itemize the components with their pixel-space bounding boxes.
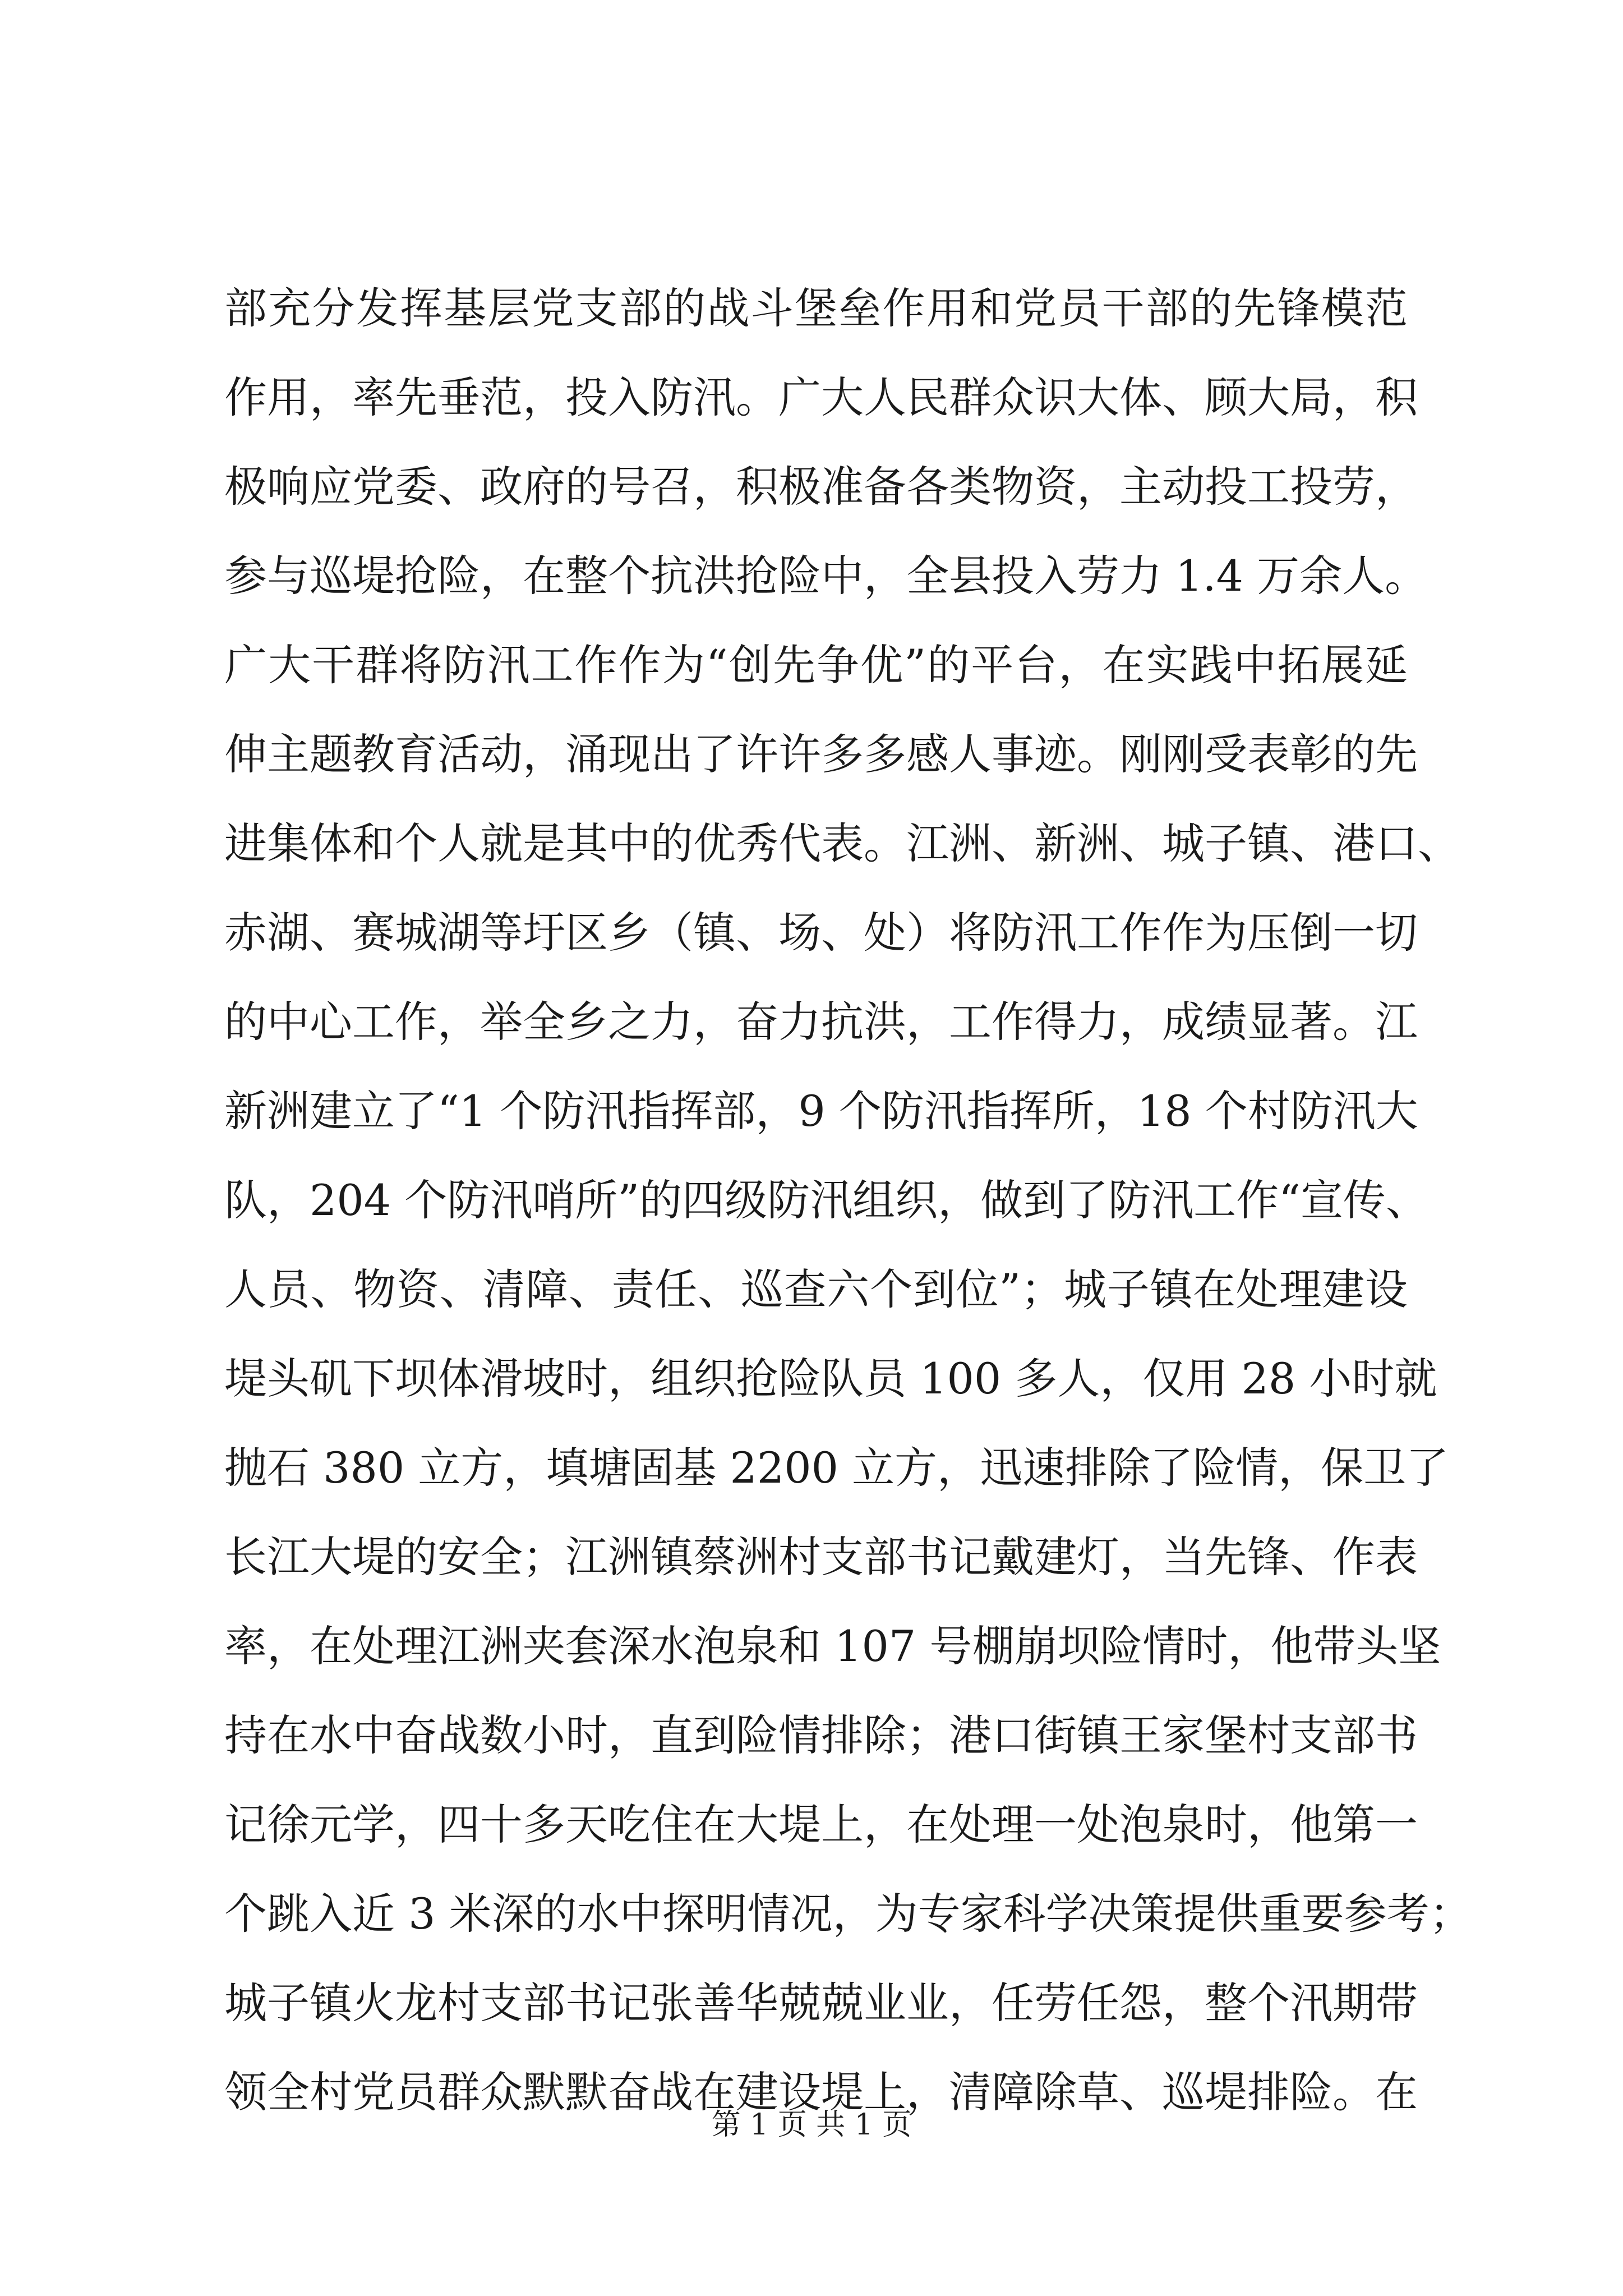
text-line: 队，204 个防汛哨所”的四级防汛组织，做到了防汛工作“宣传、 [224,1175,1428,1225]
text-line: 赤湖、赛城湖等圩区乡（镇、场、处）将防汛工作作为压倒一切 [224,908,1418,958]
text-line: 参与巡堤抢险，在整个抗洪抢险中，全县投入劳力 1.4 万余人。 [224,551,1428,601]
text-line: 持在水中奋战数小时，直到险情排除；港口街镇王家堡村支部书 [224,1710,1418,1760]
page-footer: 第 1 页 共 1 页 [711,2108,912,2142]
text-line: 新洲建立了“1 个防汛指挥部，9 个防汛指挥所，18 个村防汛大 [224,1086,1418,1136]
text-line: 抛石 380 立方，填塘固基 2200 立方，迅速排除了险情，保卫了 [224,1443,1449,1493]
text-line: 部充分发挥基层党支部的战斗堡垒作用和党员干部的先锋模范 [224,283,1408,333]
text-line: 城子镇火龙村支部书记张善华兢兢业业，任劳任怨，整个汛期带 [224,1978,1418,2028]
text-line: 人员、物资、清障、责任、巡查六个到位”；城子镇在处理建设 [224,1264,1408,1314]
text-line: 率，在处理江洲夹套深水泡泉和 107 号棚崩坝险情时，他带头坚 [224,1621,1441,1671]
text-line: 记徐元学，四十多天吃住在大堤上，在处理一处泡泉时，他第一 [224,1800,1418,1849]
text-line: 作用，率先垂范，投入防汛。广大人民群众识大体、顾大局，积 [224,372,1418,422]
text-line: 个跳入近 3 米深的水中探明情况，为专家科学决策提供重要参考； [224,1889,1472,1939]
text-line: 长江大堤的安全；江洲镇蔡洲村支部书记戴建灯，当先锋、作表 [224,1532,1418,1582]
text-line: 极响应党委、政府的号召，积极准备各类物资，主动投工投劳， [224,462,1418,512]
text-line: 伸主题教育活动，涌现出了许许多多感人事迹。刚刚受表彰的先 [224,729,1418,779]
text-line: 进集体和个人就是其中的优秀代表。江洲、新洲、城子镇、港口、 [224,818,1460,868]
text-line: 领全村党员群众默默奋战在建设堤上，清障除草、巡堤排险。在 [224,2067,1418,2117]
text-line: 的中心工作，举全乡之力，奋力抗洪，工作得力，成绩显著。江 [224,997,1418,1047]
text-line: 堤头矶下坝体滑坡时，组织抢险队员 100 多人，仅用 28 小时就 [224,1354,1437,1404]
text-line: 广大干群将防汛工作作为“创先争优”的平台，在实践中拓展延 [224,640,1408,690]
body-text [224,264,1472,2137]
